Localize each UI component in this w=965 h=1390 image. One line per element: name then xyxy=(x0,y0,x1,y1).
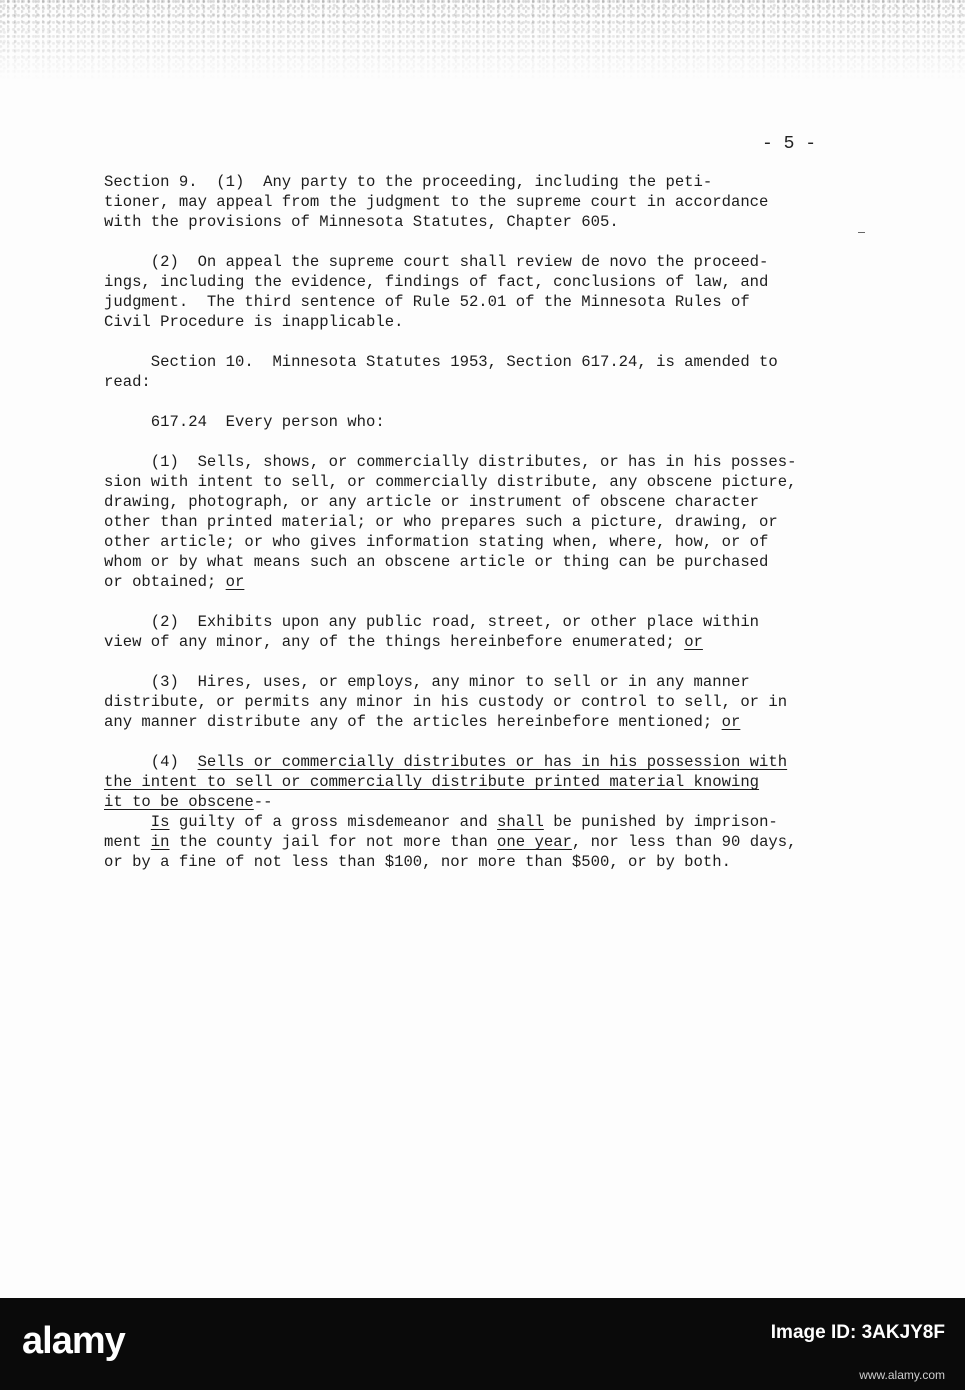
penalty-in: in xyxy=(150,833,170,851)
margin-mark xyxy=(858,232,865,233)
clause-3-or: or xyxy=(721,713,741,731)
document-body xyxy=(104,172,844,872)
clause-4-dash: -- xyxy=(253,793,273,811)
section-10-intro: Section 10. Minnesota Statutes 1953, Section 617.24, is amended to read: xyxy=(104,353,778,391)
section-617-24-heading: 617.24 Every person who: xyxy=(104,413,385,431)
penalty-text-d: , nor less than 90 days, or by a fine of not less than $100, nor more than $500, or by both. xyxy=(104,833,797,871)
stock-watermark-bar xyxy=(0,1298,965,1390)
clause-2-or: or xyxy=(684,633,703,651)
penalty-indent xyxy=(104,813,151,831)
penalty-paragraph xyxy=(104,812,844,872)
clause-2 xyxy=(104,612,844,652)
clause-2-text: (2) Exhibits upon any public road, street, or other place within view of any minor, any of the things hereinbefore enumerated; xyxy=(104,613,760,651)
image-id-value: Image ID: 3AKJY8F xyxy=(770,1322,945,1343)
penalty-text-b: be punished by imprison- ment xyxy=(104,813,778,851)
clause-4-number: (4) xyxy=(104,753,198,771)
section-9-paragraph-1: Section 9. (1) Any party to the proceeding, including the peti- tioner, may appeal from the judgment to the supreme court in accordance with the provisions of Minnesota Statutes, Chapter 605. xyxy=(104,173,769,231)
clause-3 xyxy=(104,672,844,732)
clause-3-text: (3) Hires, uses, or employs, any minor to sell or in any manner distribute, or permits any minor in his custody or control to sell, or in any manner distribute any of the articles hereinbefore mentioned; xyxy=(104,673,788,731)
penalty-is: Is xyxy=(150,813,170,831)
image-id xyxy=(771,1322,945,1344)
clause-1-text: (1) Sells, shows, or commercially distributes, or has in his posses- sion with intent to sell, or commercially distribute, any obscene picture, drawing, photograph, or any article or instrument of obscene character other than printed material; or who prepares such a picture, drawing, or other article; or who gives information stating when, where, how, or of whom or by what means such an obscene article or thing can be purchased or obtained; xyxy=(104,453,797,591)
clause-1-or: or xyxy=(225,573,245,591)
penalty-shall: shall xyxy=(497,813,544,831)
penalty-one-year: one year xyxy=(497,833,572,851)
penalty-text-c: the county jail for not more than xyxy=(169,833,498,851)
page-number: - 5 - xyxy=(762,134,817,154)
stock-logo: alamy xyxy=(22,1320,125,1362)
scan-noise xyxy=(0,0,965,80)
clause-4 xyxy=(104,752,844,812)
clause-1 xyxy=(104,452,844,592)
clause-4-text: Sells or commercially distributes or has in his possession with the intent to sell or commercially distribute printed material knowing it to be obscene xyxy=(104,753,788,811)
penalty-text-a: guilty of a gross misdemeanor and xyxy=(169,813,498,831)
section-9-paragraph-2: (2) On appeal the supreme court shall review de novo the proceed- ings, including the evidence, findings of fact, conclusions of law, and judgment. The third sentence of Rule 52.01 of the Minnesota Rules of Civil Procedure is inapplicable. xyxy=(104,253,769,331)
stock-url: www.alamy.com xyxy=(859,1368,945,1382)
